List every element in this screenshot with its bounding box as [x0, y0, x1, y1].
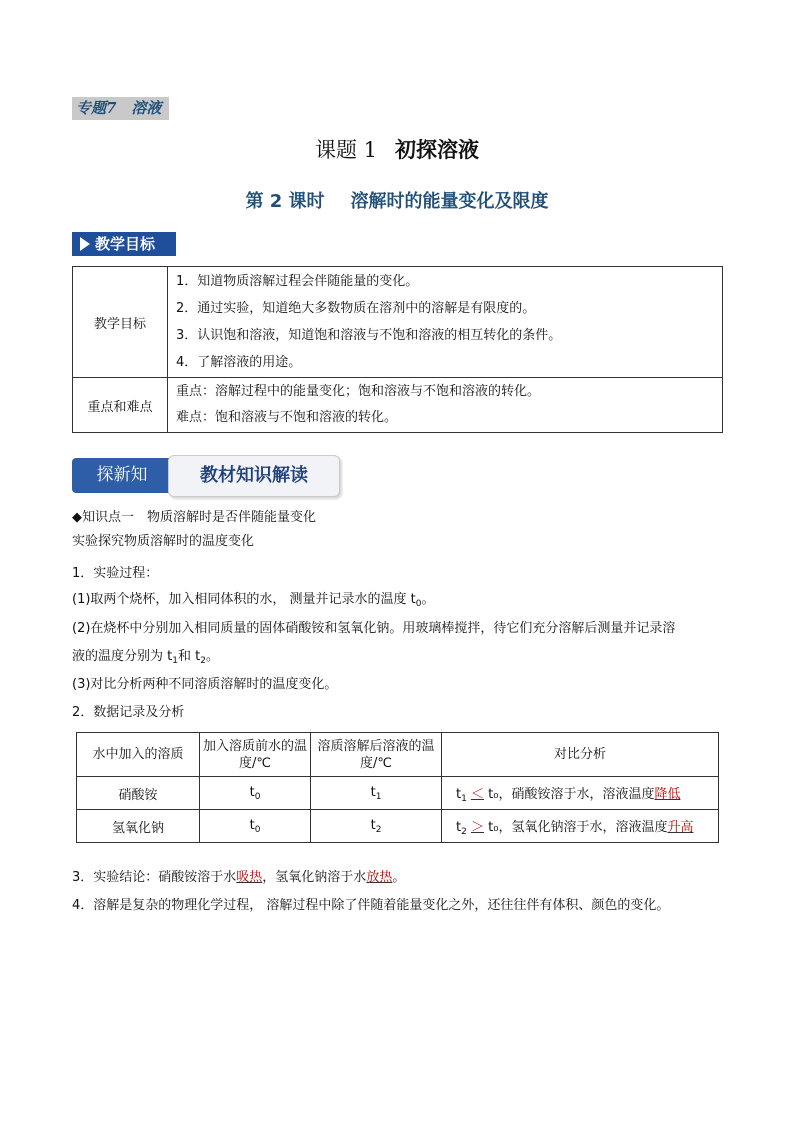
subscript: 2: [200, 656, 206, 666]
punct: 。: [205, 649, 219, 664]
section-banner-right: 教材知识解读: [168, 455, 340, 497]
punct: 。: [421, 592, 435, 607]
conclusion: [72, 869, 405, 887]
focus-item: 难点：饱和溶液与不饱和溶液的转化。: [176, 410, 398, 425]
answer-text: 升高: [667, 819, 694, 835]
table-row: [73, 378, 723, 433]
section-banner: [72, 455, 342, 497]
period-name: 溶解时的能量变化及限度: [350, 191, 549, 212]
table-row: [77, 810, 719, 843]
step-1-text: (1)取两个烧杯，加入相同体积的水， 测量并记录水的温度 t: [72, 592, 416, 607]
answer-text: 降低: [654, 786, 681, 802]
subscript: 0: [254, 824, 261, 835]
focus-row-content: [168, 378, 723, 433]
t-symbol: t: [456, 786, 462, 802]
analysis-text: t₀，硝酸铵溶于水，溶液温度: [488, 786, 655, 802]
subscript: 2: [375, 824, 382, 835]
section-banner-left: 探新知: [72, 458, 172, 493]
step-1: [72, 591, 435, 613]
t-symbol: t: [249, 817, 255, 833]
step-2-text: 和 t: [177, 649, 201, 664]
after-cell: [311, 777, 442, 810]
t-symbol: t: [456, 819, 462, 835]
table-header-row: [77, 733, 719, 777]
subscript: 1: [461, 793, 467, 804]
note: 4．溶解是复杂的物理化学过程， 溶解过程中除了伴随着能量变化之外，还往往伴有体积、颜色的变化。: [72, 898, 670, 913]
analysis-cell: [442, 777, 719, 810]
lesson-number: 课题 1: [314, 138, 378, 162]
topic-tag: 专题7 溶液: [72, 97, 169, 120]
header-cell: 溶质溶解后溶液的温度/℃: [311, 733, 442, 777]
subscript: 1: [172, 656, 178, 666]
header-cell: 加入溶质前水的温度/℃: [200, 733, 311, 777]
subscript: 0: [254, 791, 261, 802]
subscript: 2: [461, 826, 467, 837]
comparison-sign: ＜: [470, 786, 484, 802]
header-cell: 对比分析: [442, 733, 719, 777]
period-number: 第 2 课时: [245, 191, 325, 212]
t-symbol: t: [370, 784, 376, 800]
lesson-title: [0, 134, 794, 164]
goal-item: 2．通过实验，知道绝大多数物质在溶剂中的溶解是有限度的。: [176, 301, 536, 316]
goals-row-content: [168, 267, 723, 378]
data-table: [76, 732, 719, 843]
record-heading: 2．数据记录及分析: [72, 705, 185, 720]
step-2-line-1: (2)在烧杯中分别加入相同质量的固体硝酸铵和氢氧化钠。用玻璃棒搅拌，待它们充分溶解后测量并记录溶: [72, 621, 676, 636]
answer-text: 放热: [366, 870, 393, 885]
goal-item: 4．了解溶液的用途。: [176, 355, 302, 370]
goals-banner-label: 教学目标: [95, 235, 156, 253]
conclusion-text: 3．实验结论：硝酸铵溶于水: [72, 870, 237, 885]
experiment-title: 实验探究物质溶解时的温度变化: [72, 534, 255, 549]
subscript: 1: [375, 791, 382, 802]
after-cell: [311, 810, 442, 843]
knowledge-point-title: ◆知识点一 物质溶解时是否伴随能量变化: [72, 510, 316, 525]
step-heading: 1．实验过程：: [72, 566, 159, 581]
t-symbol: t: [249, 784, 255, 800]
before-cell: [200, 777, 311, 810]
arrow-right-icon: [80, 237, 90, 251]
table-row: [77, 777, 719, 810]
step-2-text: 液的温度分别为 t: [72, 649, 173, 664]
subscript: 0: [415, 599, 422, 609]
answer-text: 吸热: [236, 870, 263, 885]
lesson-name: 初探溶液: [395, 137, 480, 162]
solute-cell: 氢氧化钠: [77, 810, 200, 843]
comparison-sign: ＞: [470, 819, 484, 835]
goals-row-label: 教学目标: [73, 267, 168, 378]
focus-item: 重点：溶解过程中的能量变化；饱和溶液与不饱和溶液的转化。: [176, 384, 541, 399]
goal-item: 1．知道物质溶解过程会伴随能量的变化。: [176, 274, 419, 289]
conclusion-text: ，氢氧化钠溶于水: [262, 870, 367, 885]
step-2-line-2: [72, 648, 219, 670]
focus-row-label: 重点和难点: [73, 378, 168, 433]
step-3: (3)对比分析两种不同溶质溶解时的温度变化。: [72, 677, 338, 692]
header-cell: 水中加入的溶质: [77, 733, 200, 777]
solute-cell: 硝酸铵: [77, 777, 200, 810]
period-title: [0, 187, 794, 213]
before-cell: [200, 810, 311, 843]
table-row: [73, 267, 723, 378]
goals-table: [72, 266, 723, 433]
goals-banner: [72, 232, 176, 256]
goal-item: 3．认识饱和溶液，知道饱和溶液与不饱和溶液的相互转化的条件。: [176, 328, 562, 343]
analysis-text: t₀，氢氧化钠溶于水，溶液温度: [488, 819, 668, 835]
analysis-cell: [442, 810, 719, 843]
punct: 。: [392, 870, 406, 885]
t-symbol: t: [370, 817, 376, 833]
